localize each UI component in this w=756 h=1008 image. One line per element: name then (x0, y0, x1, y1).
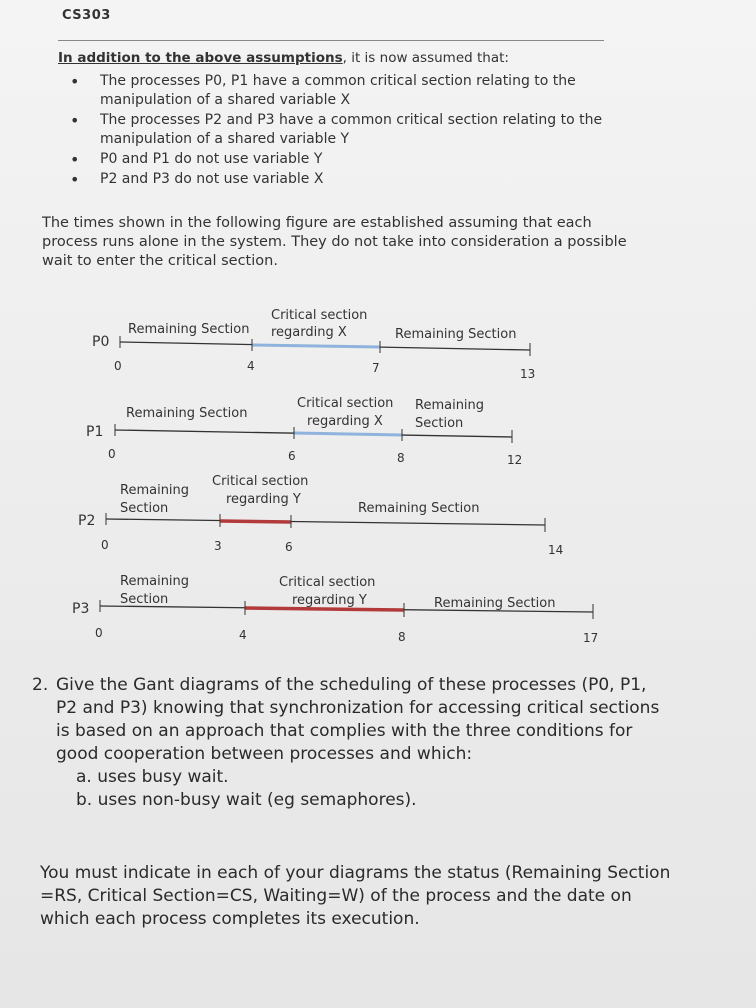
assumption-item: • P2 and P3 do not use variable X (70, 170, 610, 189)
time-label: 0 (95, 626, 103, 640)
cs-label: regarding Y (292, 593, 367, 608)
cs-label: Critical section (271, 308, 368, 323)
timeline-p3 (72, 574, 598, 645)
cs-label: regarding Y (226, 492, 301, 507)
time-label: 12 (507, 453, 523, 467)
intro-line (58, 50, 509, 66)
question-text: Give the Gant diagrams of the scheduling of these processes (P0, P1, P2 and P3) knowing that synchronization for accessing critical sections is based on an approach that complies with the three conditions for good cooperation between processes and which: (56, 675, 660, 764)
critical-section-bar (245, 608, 404, 610)
course-code: CS303 (62, 8, 111, 23)
assumption-item: • P0 and P1 do not use variable Y (70, 150, 610, 169)
process-label: P3 (72, 601, 90, 617)
critical-section-bar (252, 345, 380, 347)
rs-label: Section (415, 416, 464, 431)
process-label: P1 (86, 424, 104, 440)
question-option: b. uses non-busy wait (eg semaphores). (76, 790, 417, 810)
header-rule (58, 40, 604, 41)
time-label: 7 (372, 361, 380, 375)
time-label: 0 (108, 447, 116, 461)
intro-bold: In addition to the above assumptions (58, 50, 343, 66)
time-label: 8 (398, 630, 406, 644)
process-label: P2 (78, 513, 96, 529)
cs-label: Critical section (279, 575, 376, 590)
time-label: 6 (288, 449, 296, 463)
time-label: 8 (397, 451, 405, 465)
timeline-p1 (86, 396, 522, 467)
time-label: 4 (239, 628, 247, 642)
timeline-diagram (0, 290, 756, 660)
rs-label: Section (120, 501, 169, 516)
time-label: 3 (214, 539, 222, 553)
critical-section-bar (294, 433, 402, 435)
timing-paragraph: The times shown in the following figure are established assuming that each process runs alone in the system. They do not take into consideration a possible wait to enter the critical section. (42, 215, 627, 269)
rs-label: Section (120, 592, 169, 607)
time-label: 0 (114, 359, 122, 373)
time-label: 17 (583, 631, 599, 645)
time-label: 0 (101, 538, 109, 552)
timeline-p0 (92, 308, 535, 381)
question-2 (32, 674, 672, 812)
cs-label: regarding X (271, 325, 347, 340)
rs-label: Remaining Section (434, 596, 556, 611)
cs-label: regarding X (307, 414, 383, 429)
rs-label: Remaining (415, 398, 485, 413)
rs-label: Remaining Section (126, 406, 248, 421)
cs-label: Critical section (297, 396, 394, 411)
timeline-axis (106, 519, 545, 525)
assumption-item: • The processes P2 and P3 have a common critical section relating to the manipulation of a shared variable Y (70, 111, 610, 149)
time-label: 6 (285, 540, 293, 554)
time-label: 4 (247, 359, 255, 373)
rs-label: Remaining Section (395, 327, 517, 342)
assumption-list (70, 72, 610, 190)
critical-section-bar (220, 521, 291, 522)
time-label: 14 (548, 543, 564, 557)
cs-label: Critical section (212, 474, 309, 489)
rs-label: Remaining (120, 574, 190, 589)
time-label: 13 (520, 367, 536, 381)
process-label: P0 (92, 334, 110, 350)
rs-label: Remaining (120, 483, 190, 498)
intro-rest: , it is now assumed that: (342, 50, 509, 66)
question-number: 2. (32, 675, 49, 695)
instruction-text: You must indicate in each of your diagrams the status (Remaining Section =RS, Critical Section=CS, Waiting=W) of the process and the date on which each process completes its execution. (40, 863, 671, 929)
timeline-p2 (78, 474, 563, 557)
question-option: a. uses busy wait. (76, 767, 229, 787)
rs-label: Remaining Section (358, 501, 480, 516)
assumption-item: • The processes P0, P1 have a common critical section relating to the manipulation of a shared variable X (70, 72, 610, 110)
rs-label: Remaining Section (128, 322, 250, 337)
